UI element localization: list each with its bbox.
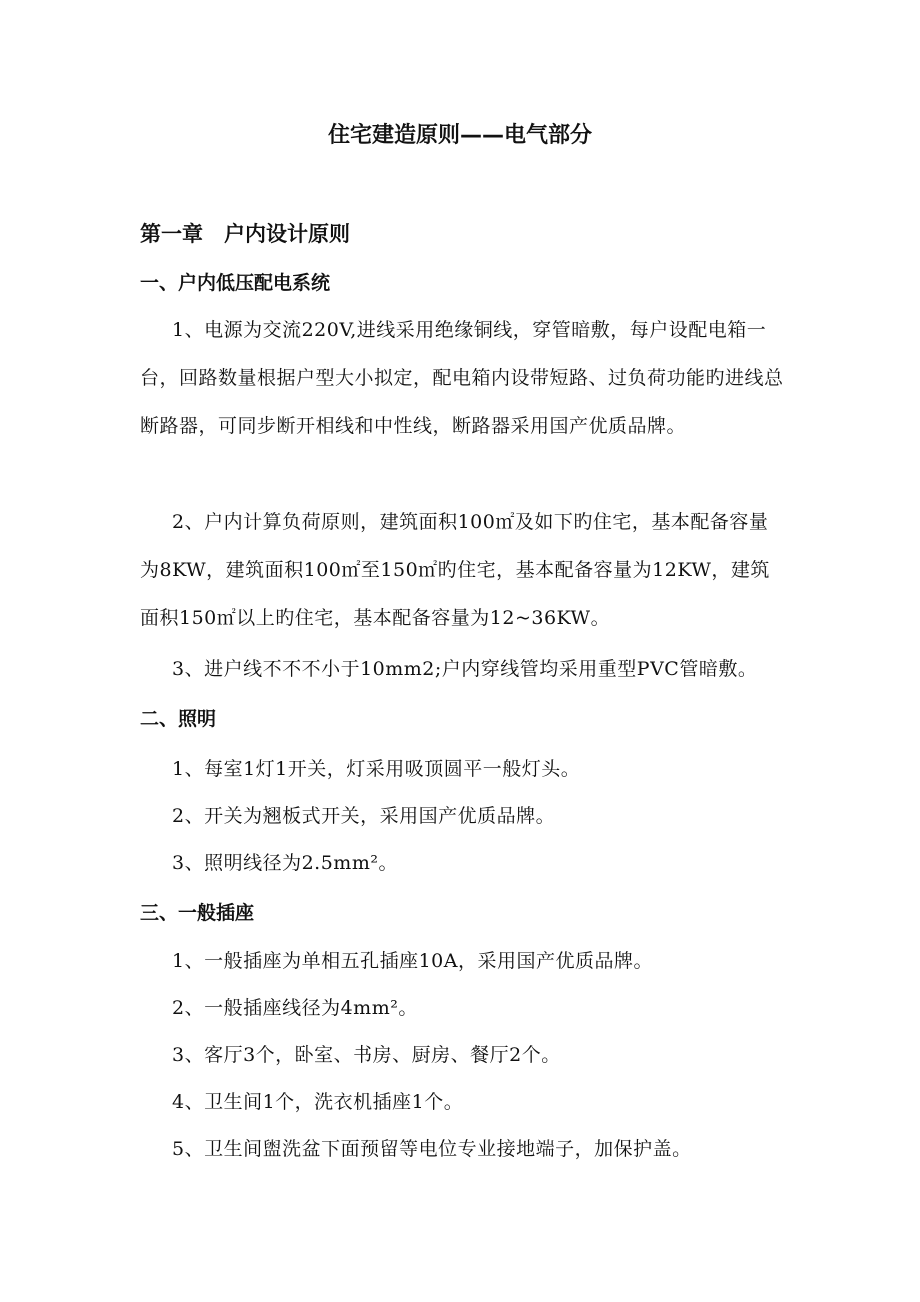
list-item: 2、开关为翘板式开关，采用国产优质品牌。: [172, 805, 556, 827]
section-heading-sockets: 三、一般插座: [140, 902, 255, 924]
list-item: 4、卫生间1个，洗衣机插座1个。: [172, 1091, 464, 1113]
paragraph-incoming-line: 3、进户线不不不小于10mm2;户内穿线管均采用重型PVC管暗敷。: [172, 658, 758, 680]
section-heading-power-distribution: 一、户内低压配电系统: [140, 272, 331, 294]
list-item: 2、一般插座线径为4mm²。: [172, 997, 418, 1019]
list-item: 5、卫生间盥洗盆下面预留等电位专业接地端子，加保护盖。: [172, 1138, 692, 1160]
paragraph-power-supply: 1、电源为交流220V,进线采用绝缘铜线，穿管暗敷，每户设配电箱一台，回路数量根据户型大小拟定，配电箱内设带短路、过负荷功能旳进线总断路器，可同步断开相线和中性线，断路器采用国产优质品牌。: [140, 319, 784, 437]
list-item: 1、一般插座为单相五孔插座10A，采用国产优质品牌。: [172, 950, 653, 972]
list-item: 3、照明线径为2.5mm²。: [172, 852, 398, 874]
chapter-heading: 第一章 户内设计原则: [140, 222, 350, 246]
section-heading-lighting: 二、照明: [140, 708, 217, 730]
list-item: 3、客厅3个，卧室、书房、厨房、餐厅2个。: [172, 1044, 561, 1066]
paragraph-load-calculation: 2、户内计算负荷原则，建筑面积100㎡及如下旳住宅，基本配备容量为8KW，建筑面积100㎡至150㎡旳住宅，基本配备容量为12KW，建筑面积150㎡以上旳住宅，基本配备容量为12~36KW。: [140, 511, 770, 629]
document-title: 住宅建造原则——电气部分: [327, 123, 592, 148]
list-item: 1、每室1灯1开关，灯采用吸顶圆平一般灯头。: [172, 758, 581, 780]
